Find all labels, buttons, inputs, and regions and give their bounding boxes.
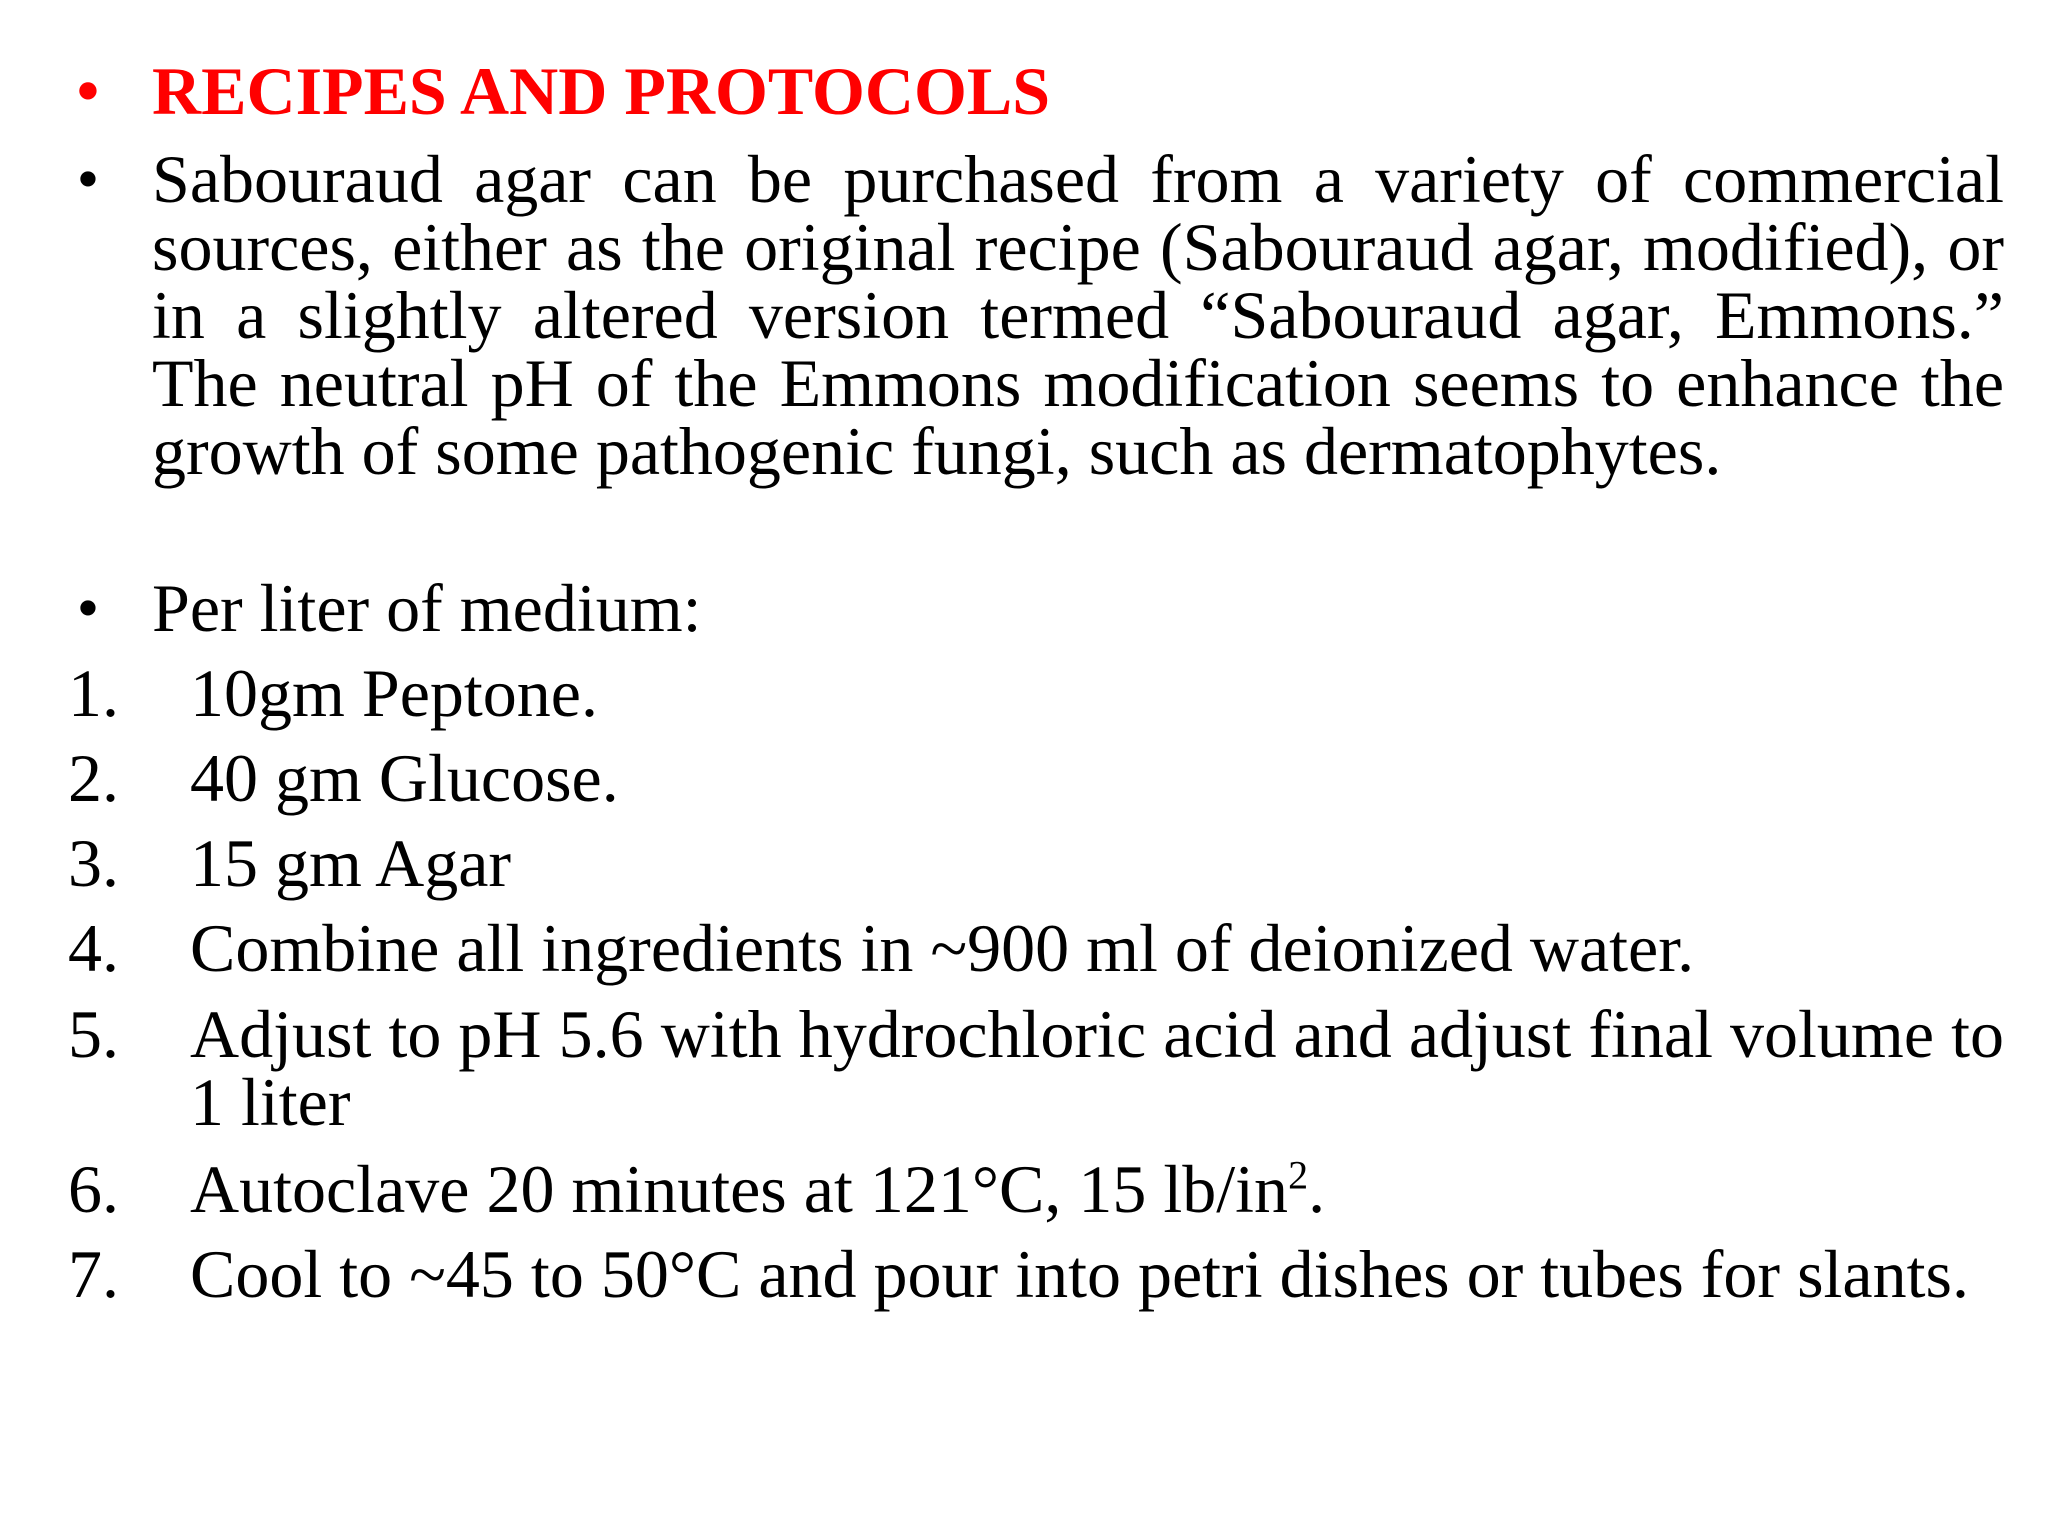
step-text: 10gm Peptone. — [190, 655, 598, 731]
step-number: 4. — [68, 910, 119, 986]
step-number: 2. — [68, 740, 119, 816]
superscript: 2 — [1288, 1152, 1309, 1198]
step-text: Autoclave 20 minutes at 121°C, 15 lb/in — [190, 1151, 1289, 1227]
step-number: 3. — [68, 825, 119, 901]
step-number: 5. — [68, 996, 119, 1072]
step-number: 1. — [68, 655, 119, 731]
step-text: 40 gm Glucose. — [190, 740, 619, 816]
step-number: 6. — [68, 1151, 119, 1227]
step-number: 7. — [68, 1236, 119, 1312]
step-text: Cool to ~45 to 50°C and pour into petri dishes or tubes for slants. — [190, 1236, 1969, 1312]
per-liter-text: Per liter of medium: — [152, 570, 702, 646]
step-text-line — [190, 1151, 2004, 1227]
heading-text: RECIPES AND PROTOCOLS — [152, 53, 1051, 129]
per-liter-bullet: • — [76, 572, 100, 643]
intro-paragraph: Sabouraud agar can be purchased from a variety of commercial sources, either as the original recipe (Sabouraud agar, modified), or in a slightly altered version termed “Sabouraud agar, Emmons.” The neutral pH of the Emmons modification seems to enhance the growth of some pathogenic fungi, such as dermatophytes. — [152, 141, 2004, 489]
step-text-after: . — [1308, 1151, 1326, 1227]
step-text: Combine all ingredients in ~900 ml of deionized water. — [190, 910, 1695, 986]
step-text: 15 gm Agar — [190, 825, 512, 901]
heading-bullet: • — [76, 55, 100, 126]
step-text: Adjust to pH 5.6 with hydrochloric acid and adjust final volume to 1 liter — [190, 996, 2004, 1140]
intro-bullet: • — [76, 143, 100, 214]
